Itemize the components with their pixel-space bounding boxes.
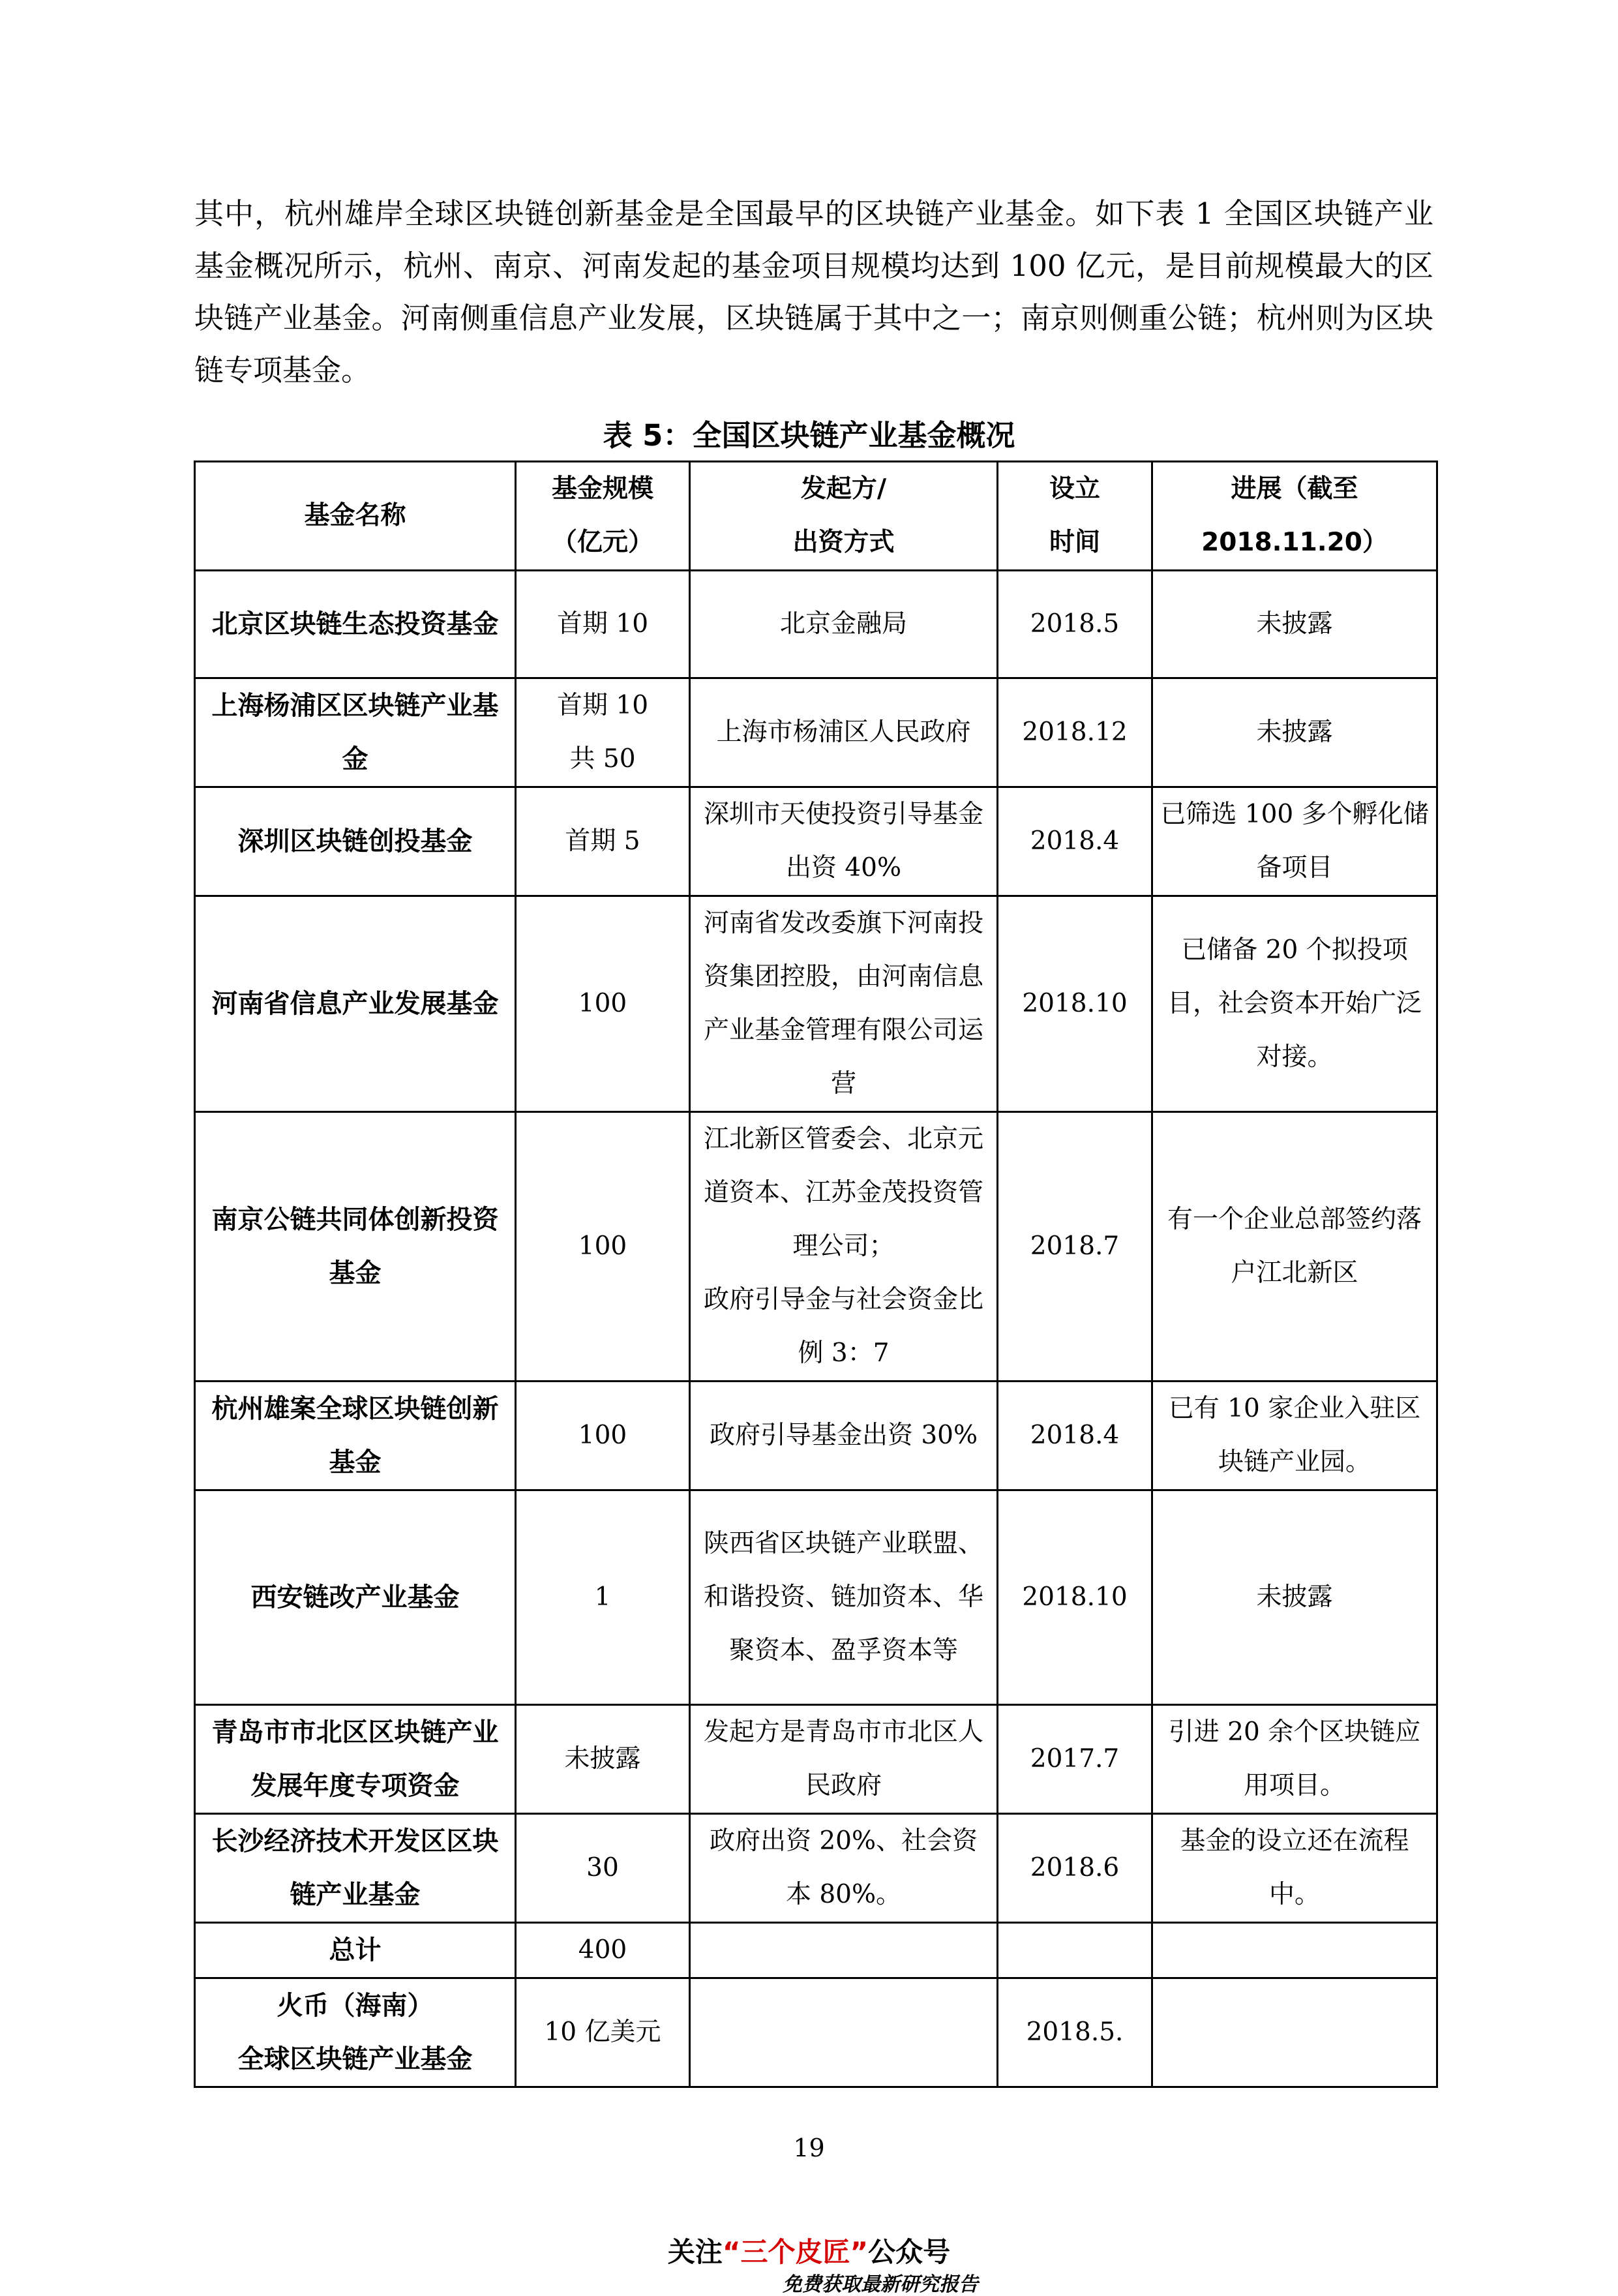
row-name: 河南省信息产业发展基金 [195, 896, 516, 1112]
row-sponsor: 发起方是青岛市市北区人民政府 [690, 1705, 998, 1814]
row-name: 西安链改产业基金 [195, 1490, 516, 1705]
row-scale: 10 亿美元 [516, 1978, 690, 2087]
row-date: 2018.6 [998, 1814, 1152, 1923]
row-date: 2018.10 [998, 896, 1152, 1112]
header-scale: 基金规模 （亿元） [516, 462, 690, 571]
row-sponsor [690, 1923, 998, 1978]
table-row-total [195, 1923, 1437, 1978]
row-name: 南京公链共同体创新投资基金 [195, 1112, 516, 1382]
row-scale: 首期 10 共 50 [516, 678, 690, 787]
row-progress: 基金的设立还在流程中。 [1152, 1814, 1437, 1923]
row-sponsor [690, 1978, 998, 2087]
table-row [195, 896, 1437, 1112]
row-sponsor: 深圳市天使投资引导基金出资 40% [690, 787, 998, 896]
footer-highlight: “三个皮匠” [722, 2236, 869, 2268]
table-caption: 表 5：全国区块链产业基金概况 [603, 418, 1015, 453]
row-name: 火币（海南） 全球区块链产业基金 [195, 1978, 516, 2087]
row-scale: 未披露 [516, 1705, 690, 1814]
row-progress: 未披露 [1152, 1490, 1437, 1705]
table-row [195, 1382, 1437, 1490]
table-row [195, 787, 1437, 896]
header-progress: 进展（截至 2018.11.20） [1152, 462, 1437, 571]
table-row [195, 571, 1437, 678]
row-name: 深圳区块链创投基金 [195, 787, 516, 896]
page-number: 19 [793, 2134, 825, 2162]
row-date: 2018.7 [998, 1112, 1152, 1382]
row-name: 北京区块链生态投资基金 [195, 571, 516, 678]
row-scale: 100 [516, 896, 690, 1112]
row-sponsor: 陕西省区块链产业联盟、和谐投资、链加资本、华聚资本、盈孚资本等 [690, 1490, 998, 1705]
row-sponsor: 政府出资 20%、社会资本 80%。 [690, 1814, 998, 1923]
footer-subtitle: 免费获取最新研究报告 [783, 2273, 978, 2296]
row-scale: 1 [516, 1490, 690, 1705]
row-progress: 引进 20 余个区块链应用项目。 [1152, 1705, 1437, 1814]
row-date: 2018.4 [998, 1382, 1152, 1490]
table-header-row [195, 462, 1437, 571]
row-name: 杭州雄案全球区块链创新基金 [195, 1382, 516, 1490]
table-row [195, 1490, 1437, 1705]
footer-prefix: 关注 [667, 2236, 723, 2268]
header-sponsor: 发起方/ 出资方式 [690, 462, 998, 571]
row-progress: 有一个企业总部签约落户江北新区 [1152, 1112, 1437, 1382]
row-date: 2018.12 [998, 678, 1152, 787]
table-row [195, 1814, 1437, 1923]
row-date: 2018.10 [998, 1490, 1152, 1705]
row-name: 长沙经济技术开发区区块链产业基金 [195, 1814, 516, 1923]
row-progress: 已筛选 100 多个孵化储备项目 [1152, 787, 1437, 896]
row-scale: 30 [516, 1814, 690, 1923]
row-scale: 100 [516, 1382, 690, 1490]
row-progress: 已有 10 家企业入驻区块链产业园。 [1152, 1382, 1437, 1490]
row-name: 总计 [195, 1923, 516, 1978]
row-sponsor: 河南省发改委旗下河南投资集团控股，由河南信息产业基金管理有限公司运营 [690, 896, 998, 1112]
row-date: 2018.5. [998, 1978, 1152, 2087]
footer-suffix: 公众号 [868, 2236, 951, 2268]
row-date: 2017.7 [998, 1705, 1152, 1814]
row-sponsor: 政府引导基金出资 30% [690, 1382, 998, 1490]
fund-table [194, 461, 1438, 2088]
row-date: 2018.5 [998, 571, 1152, 678]
row-name: 上海杨浦区区块链产业基金 [195, 678, 516, 787]
row-progress [1152, 1978, 1437, 2087]
row-scale: 400 [516, 1923, 690, 1978]
row-scale: 100 [516, 1112, 690, 1382]
row-scale: 首期 5 [516, 787, 690, 896]
table-row [195, 1978, 1437, 2087]
header-date: 设立 时间 [998, 462, 1152, 571]
row-date [998, 1923, 1152, 1978]
row-sponsor: 江北新区管委会、北京元道资本、江苏金茂投资管理公司； 政府引导金与社会资金比例 3：7 [690, 1112, 998, 1382]
table-row [195, 1112, 1437, 1382]
row-progress: 已储备 20 个拟投项目，社会资本开始广泛对接。 [1152, 896, 1437, 1112]
row-progress: 未披露 [1152, 678, 1437, 787]
footer-promo [0, 2234, 1618, 2271]
row-progress: 未披露 [1152, 571, 1437, 678]
header-name: 基金名称 [195, 462, 516, 571]
row-sponsor: 上海市杨浦区人民政府 [690, 678, 998, 787]
row-name: 青岛市市北区区块链产业发展年度专项资金 [195, 1705, 516, 1814]
table-row [195, 1705, 1437, 1814]
row-progress [1152, 1923, 1437, 1978]
row-scale: 首期 10 [516, 571, 690, 678]
table-row [195, 678, 1437, 787]
intro-paragraph: 其中，杭州雄岸全球区块链创新基金是全国最早的区块链产业基金。如下表 1 全国区块链产业基金概况所示，杭州、南京、河南发起的基金项目规模均达到 100 亿元，是目前规模最大的区块链产业基金。河南侧重信息产业发展，区块链属于其中之一；南京则侧重公链；杭州则为区块链专项基金。 [194, 196, 1433, 387]
row-sponsor: 北京金融局 [690, 571, 998, 678]
row-date: 2018.4 [998, 787, 1152, 896]
